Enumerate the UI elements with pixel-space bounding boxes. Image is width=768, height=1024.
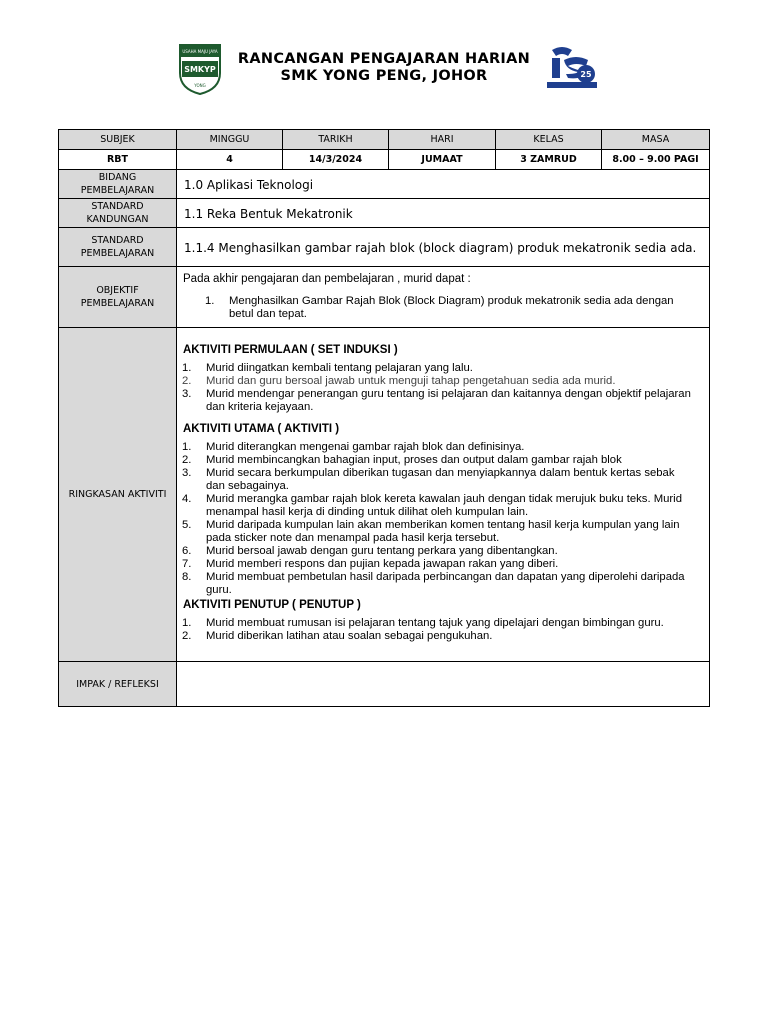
standard-kandungan-label: STANDARD KANDUNGAN — [59, 199, 177, 228]
ringkasan-label: RINGKASAN AKTIVITI — [59, 328, 177, 662]
value-subjek: RBT — [59, 150, 177, 170]
objektif-row — [59, 267, 710, 328]
list-item: 4. Murid merangka gambar rajah blok kereta kawalan jauh dengan tidak merujuk buku teks. Murid menampal hasil kerja di dinding untuk dilihat oleh kumpulan lain. — [182, 493, 682, 518]
objektif-list — [205, 295, 689, 321]
ringkasan-value — [177, 328, 710, 662]
objektif-value — [177, 267, 710, 328]
list-item: 1. Menghasilkan Gambar Rajah Blok (Block Diagram) produk mekatronik sedia ada dengan betul dan tepat. — [205, 295, 674, 320]
list-item: 8. Murid membuat pembetulan hasil daripada perbincangan dan dapatan yang diperolehi daripada guru. — [182, 571, 685, 596]
header-masa: MASA — [602, 130, 710, 150]
bidang-value: 1.0 Aplikasi Teknologi — [177, 170, 710, 199]
school-name: SMK YONG PENG, JOHOR — [280, 68, 488, 84]
standard-pembelajaran-label: STANDARD PEMBELAJARAN — [59, 228, 177, 267]
aktiviti-utama-list — [182, 441, 696, 597]
list-item: 2. Murid membincangkan bahagian input, proses dan output dalam gambar rajah blok — [182, 454, 622, 466]
list-item: 1. Murid diingatkan kembali tentang pelajaran yang lalu. — [182, 362, 473, 374]
objektif-intro: Pada akhir pengajaran dan pembelajaran , murid dapat : — [183, 273, 471, 285]
standard-pembelajaran-row — [59, 228, 710, 267]
set-induksi-list — [182, 362, 696, 414]
header-minggu: MINGGU — [177, 130, 283, 150]
header-row — [59, 130, 710, 150]
ministry-logo — [546, 44, 598, 94]
objektif-label: OBJEKTIF PEMBELAJARAN — [59, 267, 177, 328]
list-item: 2. Murid dan guru bersoal jawab untuk menguji tahap pengetahuan sedia ada murid. — [182, 375, 616, 387]
aktiviti-penutup-title: AKTIVITI PENUTUP ( PENUTUP ) — [183, 599, 361, 611]
bidang-label: BIDANG PEMBELAJARAN — [59, 170, 177, 199]
value-kelas: 3 ZAMRUD — [496, 150, 602, 170]
list-item: 3. Murid secara berkumpulan diberikan tugasan dan menyiapkannya dalam bentuk kertas sebak dan sebagainya. — [182, 467, 675, 492]
svg-text:SMKYP: SMKYP — [184, 65, 216, 74]
header-kelas: KELAS — [496, 130, 602, 150]
school-crest-logo — [178, 43, 222, 95]
values-row — [59, 150, 710, 170]
list-item: 5. Murid daripada kumpulan lain akan memberikan komen tentang hasil kerja kumpulan yang lain pada sticker note dan menampal pada hasil kerja tersebut. — [182, 519, 680, 544]
impak-value[interactable] — [177, 662, 710, 707]
standard-kandungan-value: 1.1 Reka Bentuk Mekatronik — [177, 199, 710, 228]
aktiviti-penutup-list — [182, 617, 696, 643]
header-tarikh: TARIKH — [283, 130, 389, 150]
header-hari: HARI — [389, 130, 496, 150]
standard-pembelajaran-value: 1.1.4 Menghasilkan gambar rajah blok (block diagram) produk mekatronik sedia ada. — [177, 228, 710, 267]
lesson-plan-table — [58, 129, 710, 707]
value-tarikh: 14/3/2024 — [283, 150, 389, 170]
list-item: 2. Murid diberikan latihan atau soalan sebagai pengukuhan. — [182, 630, 493, 642]
value-masa: 8.00 – 9.00 PAGI — [602, 150, 710, 170]
list-item: 1. Murid diterangkan mengenai gambar rajah blok dan definisinya. — [182, 441, 525, 453]
list-item: 1. Murid membuat rumusan isi pelajaran tentang tajuk yang dipelajari dengan bimbingan guru. — [182, 617, 664, 629]
impak-row — [59, 662, 710, 707]
svg-text:YONG: YONG — [194, 83, 206, 88]
standard-kandungan-row — [59, 199, 710, 228]
set-induksi-title: AKTIVITI PERMULAAN ( SET INDUKSI ) — [183, 344, 398, 356]
list-item: 3. Murid mendengar penerangan guru tentang isi pelajaran dan kaitannya dengan objektif pelajaran dan kriteria kejayaan. — [182, 388, 691, 413]
value-minggu: 4 — [177, 150, 283, 170]
impak-label: IMPAK / REFLEKSI — [59, 662, 177, 707]
bidang-row — [59, 170, 710, 199]
list-item: 6. Murid bersoal jawab dengan guru tentang perkara yang dibentangkan. — [182, 545, 558, 557]
header-subjek: SUBJEK — [59, 130, 177, 150]
list-item: 7. Murid memberi respons dan pujian kepada jawapan rakan yang diberi. — [182, 558, 559, 570]
value-hari: JUMAAT — [389, 150, 496, 170]
svg-text:25: 25 — [580, 70, 592, 79]
page-header — [0, 40, 768, 100]
page-title: RANCANGAN PENGAJARAN HARIAN — [237, 51, 531, 67]
aktiviti-utama-title: AKTIVITI UTAMA ( AKTIVITI ) — [183, 423, 340, 435]
svg-text:USAHA MAJU JAYA: USAHA MAJU JAYA — [182, 49, 218, 54]
ringkasan-row — [59, 328, 710, 662]
